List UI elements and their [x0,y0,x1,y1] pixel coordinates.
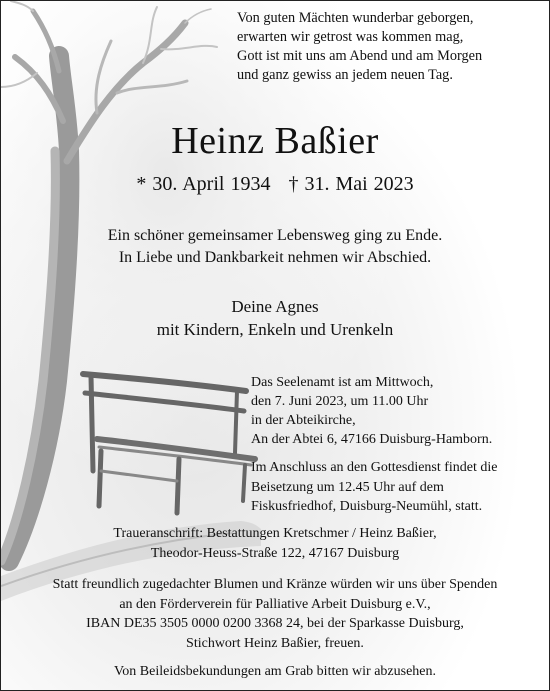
life-dates [1,171,549,197]
service-line: An der Abtei 6, 47166 Duisburg-Hamborn. [251,432,493,447]
farewell-line: Ein schöner gemeinsamer Lebensweg ging zu Ende. [107,227,443,244]
poem-line: erwarten wir getrost was kommen mag, [237,29,464,45]
donation-line: IBAN DE35 3505 0000 0200 3368 24, bei der Sparkasse Duisburg, [86,616,464,631]
address-line: Theodor-Heuss-Straße 122, 47167 Duisburg [150,545,400,561]
address-line: Traueranschrift: Bestattungen Kretschmer / Heinz Baßier, [113,526,437,541]
donation-request [1,575,549,653]
service-line: Das Seelenamt ist am Mittwoch, [251,375,434,390]
service-line: in der Abteikirche, [251,413,356,428]
death-date: † 31. Mai 2023 [288,173,414,195]
service-line: den 7. Juni 2023, um 11.00 Uhr [251,394,429,409]
burial-line: Beisetzung um 12.45 Uhr auf dem [251,479,444,495]
farewell-message [1,225,549,269]
mourner-line: mit Kindern, Enkeln und Urenkeln [156,320,394,339]
bench-backrest-post [91,376,93,471]
donation-line: Statt freundlich zugedachter Blumen und Kränze würden wir uns über Spenden [52,577,498,592]
deceased-name: Heinz Baßier [171,120,379,162]
poem-verse [237,9,482,85]
birth-date: * 30. April 1934 [136,173,271,195]
mourning-address [1,524,549,563]
bench-backrest-post [235,391,237,453]
poem-line: Von guten Mächten wunderbar geborgen, [237,10,474,26]
poem-line: Gott ist mit uns am Abend und am Morgen [237,48,483,64]
mourners [1,295,549,341]
burial-details [251,458,498,517]
donation-line: Stichwort Heinz Baßier, freuen. [186,635,364,651]
closing-note: Von Beileidsbekundungen am Grab bitten wir abzusehen. [113,664,437,679]
burial-line: Im Anschluss an den Gottesdienst findet die [251,460,498,475]
bench-leg [177,459,179,513]
mourner-line: Deine Agnes [231,297,319,316]
bench-leg [243,465,245,501]
service-details [251,373,492,449]
poem-line: und ganz gewiss an jedem neuen Tag. [237,67,453,83]
bench-leg [99,451,101,506]
donation-line: an den Förderverein für Palliative Arbeit Duisburg e.V., [119,596,431,612]
farewell-line: In Liebe und Dankbarkeit nehmen wir Abschied. [118,249,432,266]
burial-line: Fiskusfriedhof, Duisburg-Neumühl, statt. [251,499,483,514]
